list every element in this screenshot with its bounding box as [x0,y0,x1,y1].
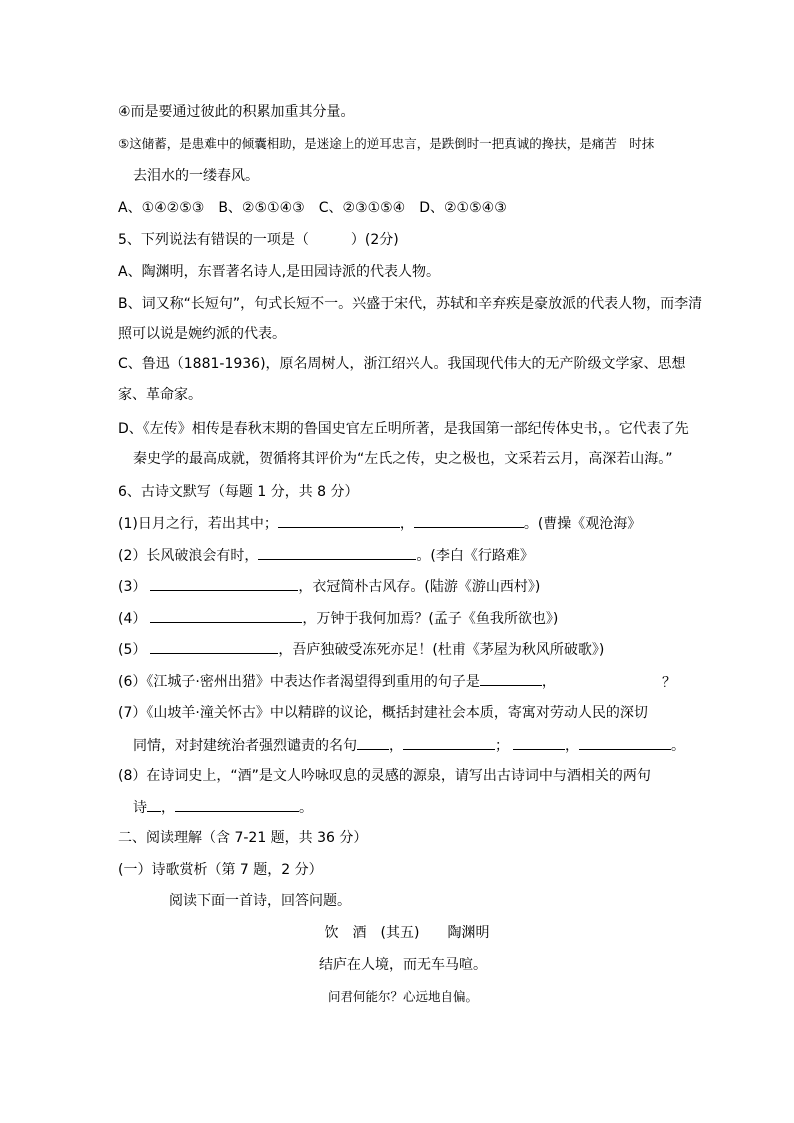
q6-item-7-cont: 同情，对封建统治者强烈谴责的名句 ， ； ， 。 [133,738,685,754]
q5-option-d: D、《左传》相传是春秋末期的鲁国史官左丘明所著，是我国第一部纪传体史书，。它代表了先 [118,421,689,437]
poem-line-1: 结庐在人境，而无车马喧。 [319,957,487,973]
answer-blank[interactable] [414,514,524,528]
answer-blank[interactable] [258,546,416,560]
answer-blank[interactable] [150,609,302,623]
option-line-5-cont: 去泪水的一缕春风。 [133,168,259,184]
q5-option-d-cont: 秦史学的最高成就，贺循将其评价为“左氏之传，史之极也，文采若云月，高深若山海。” [133,451,673,467]
question-5-title: 5、下列说法有错误的一项是（ ）(2分) [118,232,399,248]
q6-item-4: (4） ，万钟于我何加焉？(孟子《鱼我所欲也》) [118,611,559,627]
question-6-title: 6、古诗文默写（每题 1 分，共 8 分） [118,484,359,500]
answer-blank[interactable] [357,736,389,750]
q5-option-c-cont: 家、革命家。 [118,387,202,403]
answer-blank[interactable] [480,672,542,686]
q6-item-1: (1)日月之行，若出其中； ， 。(曹操《观沧海》 [118,516,642,532]
answer-blank[interactable] [175,798,299,812]
q6-item-7: (7）《山坡羊·潼关怀古》中以精辟的议论，概括封建社会本质，寄寓对劳动人民的深切 [118,705,648,721]
section-2-heading: 二、阅读理解（含 7-21 题，共 36 分） [118,830,368,846]
option-line-5: ⑤这储蓄，是患难中的倾囊相助，是迷途上的逆耳忠言，是跌倒时一把真诚的搀扶，是痛苦 时抹 [118,136,655,151]
poem-line-2: 问君何能尔？心远地自偏。 [327,989,478,1004]
q5-option-c: C、鲁迅（1881-1936)，原名周树人，浙江绍兴人。我国现代伟大的无产阶级文学家、思想 [118,356,686,372]
q5-option-a: A、陶渊明，东晋著名诗人,是田园诗派的代表人物。 [118,264,441,280]
poem-title: 饮 酒 (其五) 陶渊明 [324,925,490,941]
q6-item-3: (3） ，衣冠简朴古风存。(陆游《游山西村》) [118,579,541,595]
q5-option-b: B、词又称“长短句”，句式长短不一。兴盛于宋代，苏轼和辛弃疾是豪放派的代表人物，而李清 [118,296,703,312]
q6-item-8-cont: 诗 ， 。 [133,800,313,816]
answer-blank[interactable] [513,736,565,750]
reading-instruction: 阅读下面一首诗，回答问题。 [169,893,351,909]
q6-item-5: (5） ，吾庐独破受冻死亦足！(杜甫《茅屋为秋风所破歌》) [118,642,605,658]
answer-blank[interactable] [150,640,278,654]
answer-blank[interactable] [278,514,400,528]
answer-blank[interactable] [150,577,298,591]
answer-blank[interactable] [579,736,671,750]
q6-item-6-end: ？ [662,675,676,691]
q6-item-2: (2）长风破浪会有时， 。(李白《行路难》 [118,548,534,564]
q6-item-6: (6）《江城子·密州出猎》中表达作者渴望得到重用的句子是 ， [118,674,556,690]
q5-option-b-cont: 照可以说是婉约派的代表。 [118,326,286,342]
q6-item-8: (8）在诗词史上，“酒”是文人吟咏叹息的灵感的源泉，请写出古诗词中与酒相关的两句 [118,768,651,784]
answer-choices-4: A、①④②⑤③ B、②⑤①④③ C、②③①⑤④ D、②①⑤④③ [118,200,507,216]
subsection-1-heading: (一）诗歌赏析（第 7 题，2 分） [118,862,323,878]
answer-blank[interactable] [147,798,161,812]
answer-blank[interactable] [403,736,495,750]
option-line-4: ④而是要通过彼此的积累加重其分量。 [118,104,355,120]
